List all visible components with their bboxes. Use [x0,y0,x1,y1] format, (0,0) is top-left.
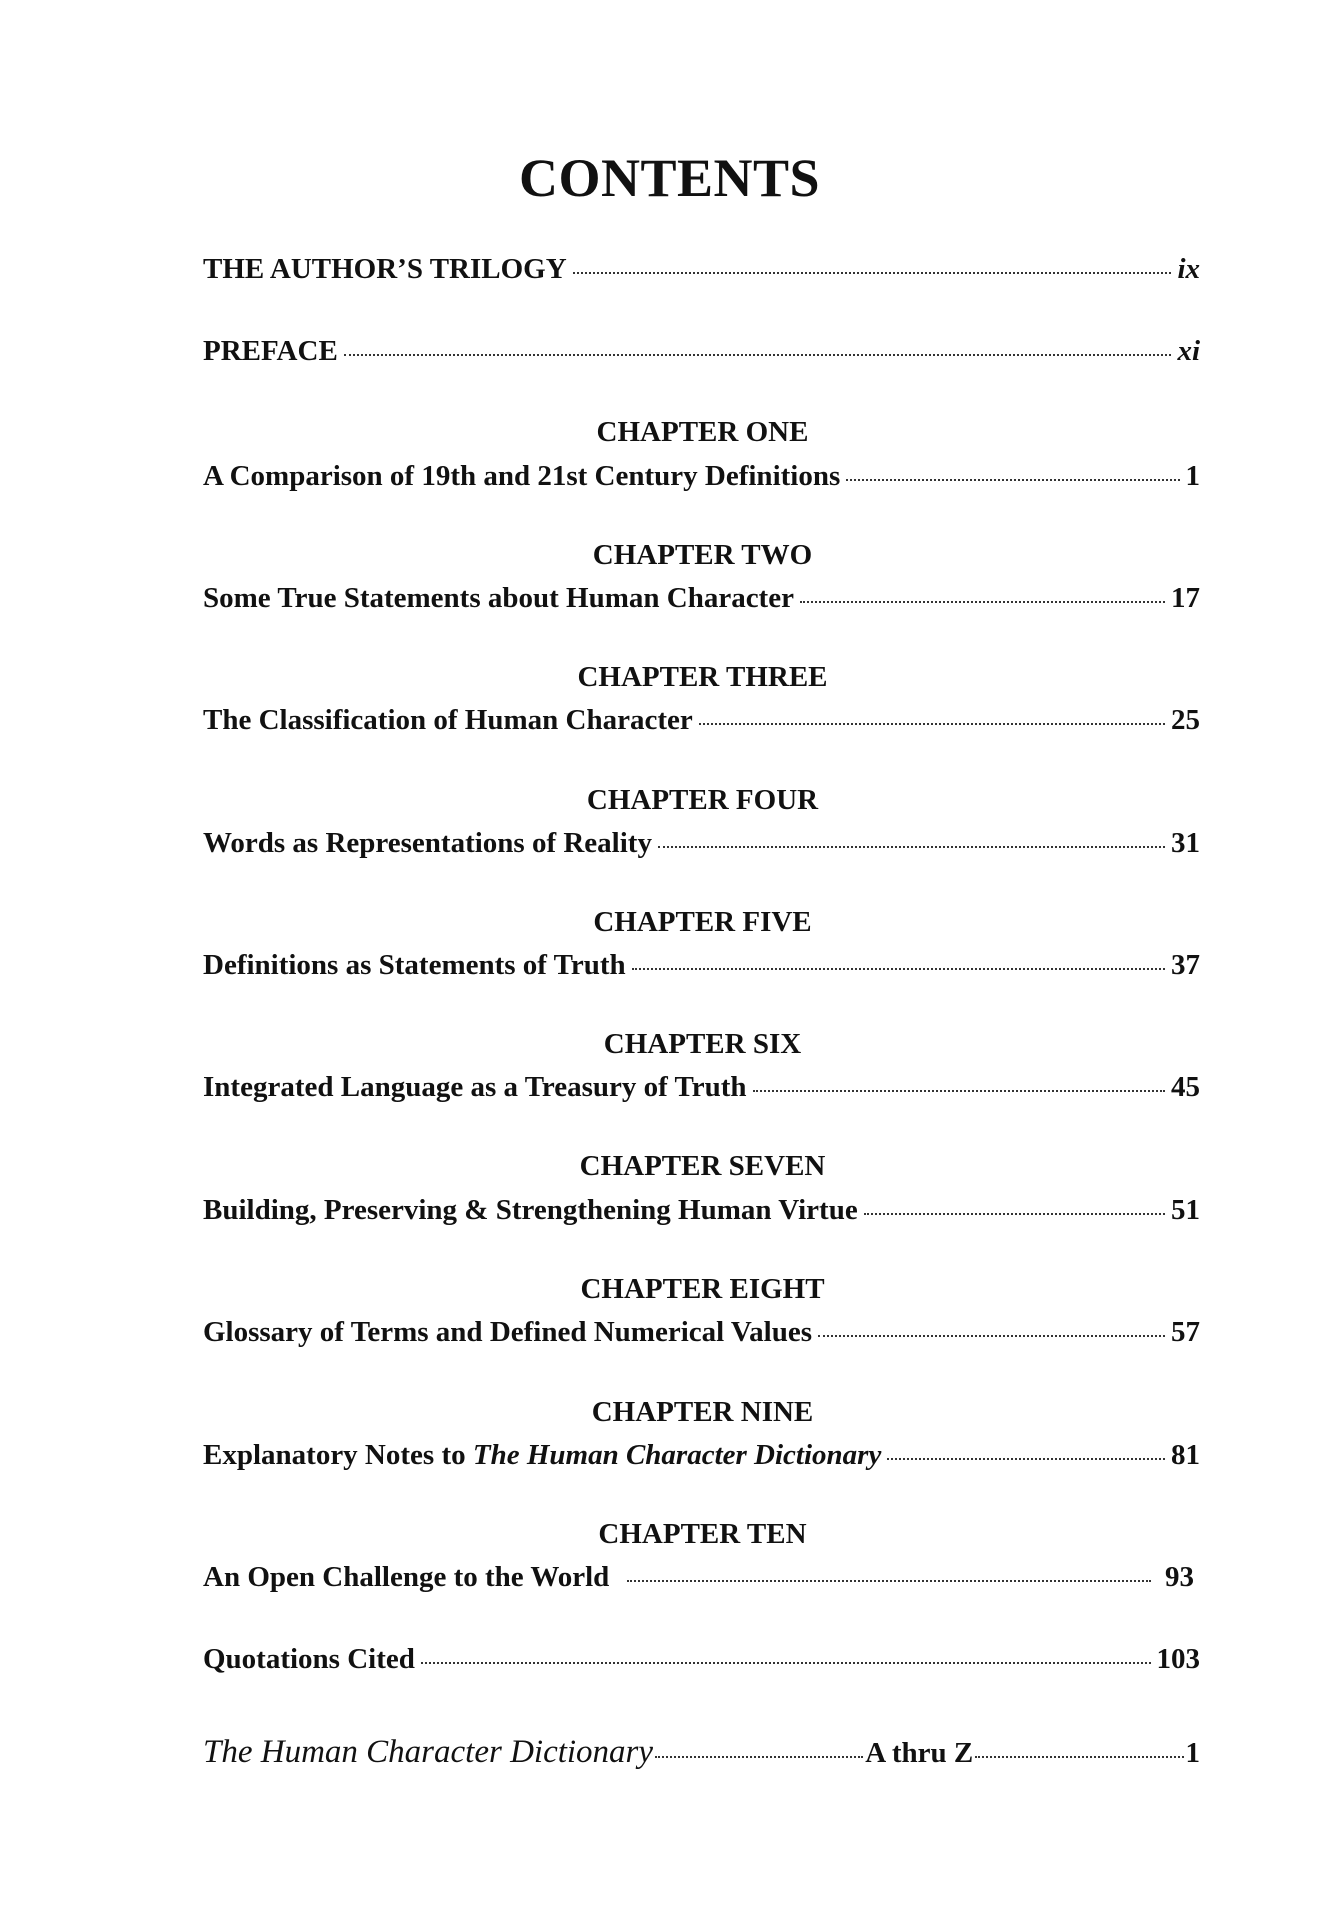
toc-page-number: 103 [1156,1643,1200,1675]
toc-page-number: 81 [1171,1439,1200,1471]
toc-entry-label [203,1435,881,1475]
toc-entry-chapter-10[interactable] [203,1557,1200,1597]
toc-entry-chapter-3[interactable] [203,700,1200,740]
toc-entry-dictionary[interactable] [203,1730,1200,1774]
toc-entry-label: An Open Challenge to the World [203,1561,610,1593]
toc-entry-label: Integrated Language as a Treasury of Truth [203,1071,747,1103]
chapter-heading: CHAPTER NINE [591,1396,814,1428]
toc-entry-chapter-7[interactable] [203,1190,1200,1230]
toc-page-number: 1 [1185,1737,1200,1769]
toc-page-number: 31 [1171,827,1200,859]
toc-page-number: ix [1177,253,1200,285]
toc-entry-label: Definitions as Statements of Truth [203,949,626,981]
toc-entry-chapter-1[interactable] [203,456,1200,496]
toc-entry-preface[interactable] [203,331,1200,371]
toc-entry-quotations-cited[interactable] [203,1639,1200,1679]
toc-page-number: 1 [1185,460,1200,492]
chapter-heading: CHAPTER SIX [603,1028,802,1060]
dot-leader [887,1458,1165,1460]
toc-entry-authors-trilogy[interactable] [203,249,1200,289]
dictionary-range: A thru Z [865,1737,974,1769]
toc-page-number: 51 [1171,1194,1200,1226]
dot-leader [421,1662,1151,1664]
toc-entry-label: THE AUTHOR’S TRILOGY [203,253,567,285]
chapter-heading: CHAPTER TEN [598,1518,807,1550]
dot-leader [753,1090,1165,1092]
page-title: CONTENTS [518,148,821,208]
chapter-heading: CHAPTER TWO [592,539,813,571]
toc-entry-label: Quotations Cited [203,1643,415,1675]
chapter-heading: CHAPTER FIVE [593,906,812,938]
toc-entry-label: Building, Preserving & Strengthening Human Virtue [203,1194,858,1226]
dot-leader [975,1756,1183,1758]
toc-entry-label: The Classification of Human Character [203,704,693,736]
toc-entry-chapter-9[interactable] [203,1435,1200,1475]
dot-leader [632,968,1165,970]
toc-entry-label: PREFACE [203,335,338,367]
toc-page-number: 93 [1165,1561,1194,1593]
chapter-heading: CHAPTER EIGHT [580,1273,825,1305]
toc-page-number: 45 [1171,1071,1200,1103]
toc-entry-label: Glossary of Terms and Defined Numerical Values [203,1316,813,1348]
toc-entry-chapter-6[interactable] [203,1067,1200,1107]
dot-leader [655,1756,863,1758]
toc-entry-label-prefix: Explanatory Notes to [203,1439,473,1471]
dot-leader [573,272,1172,274]
toc-entry-label: A Comparison of 19th and 21st Century Definitions [203,460,841,492]
dictionary-title: The Human Character Dictionary [203,1734,654,1770]
dot-leader [627,1580,1151,1582]
chapter-heading: CHAPTER FOUR [586,784,819,816]
dot-leader [846,479,1179,481]
chapter-heading: CHAPTER THREE [577,661,828,693]
toc-entry-chapter-8[interactable] [203,1312,1200,1352]
book-title-italic: The Human Character Dictionary [472,1439,882,1471]
chapter-heading: CHAPTER ONE [596,416,809,448]
toc-page-number: 17 [1171,582,1200,614]
toc-entry-label: Words as Representations of Reality [203,827,652,859]
toc-page-number: 57 [1171,1316,1200,1348]
dot-leader [818,1335,1165,1337]
toc-entry-chapter-5[interactable] [203,945,1200,985]
toc-page-number: xi [1177,335,1200,367]
toc-page-number: 25 [1171,704,1200,736]
dot-leader [800,601,1165,603]
dot-leader [699,723,1165,725]
toc-page-number: 37 [1171,949,1200,981]
toc-entry-chapter-4[interactable] [203,823,1200,863]
dot-leader [864,1213,1165,1215]
dot-leader [344,354,1172,356]
chapter-heading: CHAPTER SEVEN [579,1150,826,1182]
toc-entry-chapter-2[interactable] [203,578,1200,618]
dot-leader [658,846,1165,848]
toc-entry-label: Some True Statements about Human Character [203,582,794,614]
